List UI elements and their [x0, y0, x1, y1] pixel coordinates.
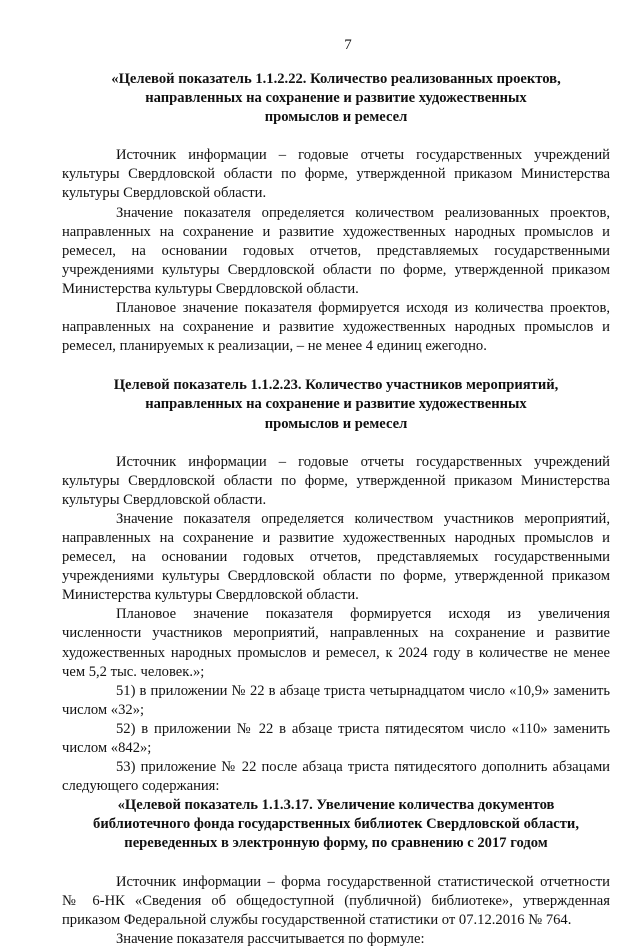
heading-line: направленных на сохранение и развитие художественных [145, 396, 527, 413]
page-number: 7 [344, 37, 352, 53]
heading-line: «Целевой показатель 1.1.3.17. Увеличение количества документов [117, 797, 555, 814]
heading-line: переведенных в электронную форму, по сравнению с 2017 годом [124, 835, 548, 852]
document-page [62, 36, 610, 949]
paragraph-formula-intro: Значение показателя рассчитывается по формуле: [116, 930, 425, 947]
heading-line: Целевой показатель 1.1.2.23. Количество участников мероприятий, [113, 377, 559, 394]
amendment-item-51: 51) в приложении № 22 в абзаце триста четырнадцатом число «10,9» заменить числом «32»; [62, 682, 610, 718]
amendment-item-53: 53) приложение № 22 после абзаца триста пятидесятого дополнить абзацами следующего содержания: [62, 759, 610, 795]
heading-line: «Целевой показатель 1.1.2.22. Количество реализованных проектов, [111, 71, 561, 87]
paragraph-planned-value: Плановое значение показателя формируется исходя из количества проектов, направленных на сохранение и развитие художественных народных промыслов и ремесел, планируемых к реализации, – не менее 4 единиц ежегодно. [62, 300, 610, 355]
heading-line: библиотечного фонда государственных библиотек Свердловской области, [93, 816, 579, 833]
heading-line: направленных на сохранение и развитие художественных [145, 90, 527, 107]
paragraph-value-definition: Значение показателя определяется количеством участников мероприятий, направленных на сохранение и развитие художественных народных промыслов и ремесел, на основании годовых отчетов, представляемых государственными учреждениями культуры Свердловской области по форме, утвержденной приказом Министерства культуры Свердловской области. [62, 510, 610, 604]
paragraph-source: Источник информации – годовые отчеты государственных учреждений культуры Свердловской области по форме, утвержденной приказом Министерства культуры Свердловской области. [62, 147, 610, 202]
heading-line: промыслов и ремесел [264, 415, 408, 432]
section-heading-1-1-2-22 [62, 70, 610, 127]
paragraph-value-definition: Значение показателя определяется количеством реализованных проектов, направленных на сохранение и развитие художественных народных промыслов и ремесел, на основании годовых отчетов, представляемых государственными учреждениями культуры Свердловской области по форме, утвержденной приказом Министерства культуры Свердловской области. [62, 204, 610, 297]
paragraph-planned-value: Плановое значение показателя формируется исходя из увеличения численности участников мероприятий, направленных на сохранение и развитие художественных народных промыслов и ремесел, к 2024 году в количестве не менее чем 5,2 тыс. человек.»; [62, 606, 610, 680]
section-heading-1-1-2-23 [62, 376, 610, 433]
paragraph-source: Источник информации – форма государственной статистической отчетности № 6-НК «Сведения об общедоступной (публичной) библиотеке», утвержденная приказом Федеральной службы государственной статистики от 07.12.2016 № 764. [62, 873, 610, 928]
section-heading-1-1-3-17 [62, 796, 610, 853]
paragraph-source: Источник информации – годовые отчеты государственных учреждений культуры Свердловской области по форме, утвержденной приказом Министерства культуры Свердловской области. [62, 453, 610, 508]
amendment-item-52: 52) в приложении № 22 в абзаце триста пятидесятом число «110» заменить числом «842»; [62, 720, 610, 756]
heading-line: промыслов и ремесел [264, 109, 408, 126]
